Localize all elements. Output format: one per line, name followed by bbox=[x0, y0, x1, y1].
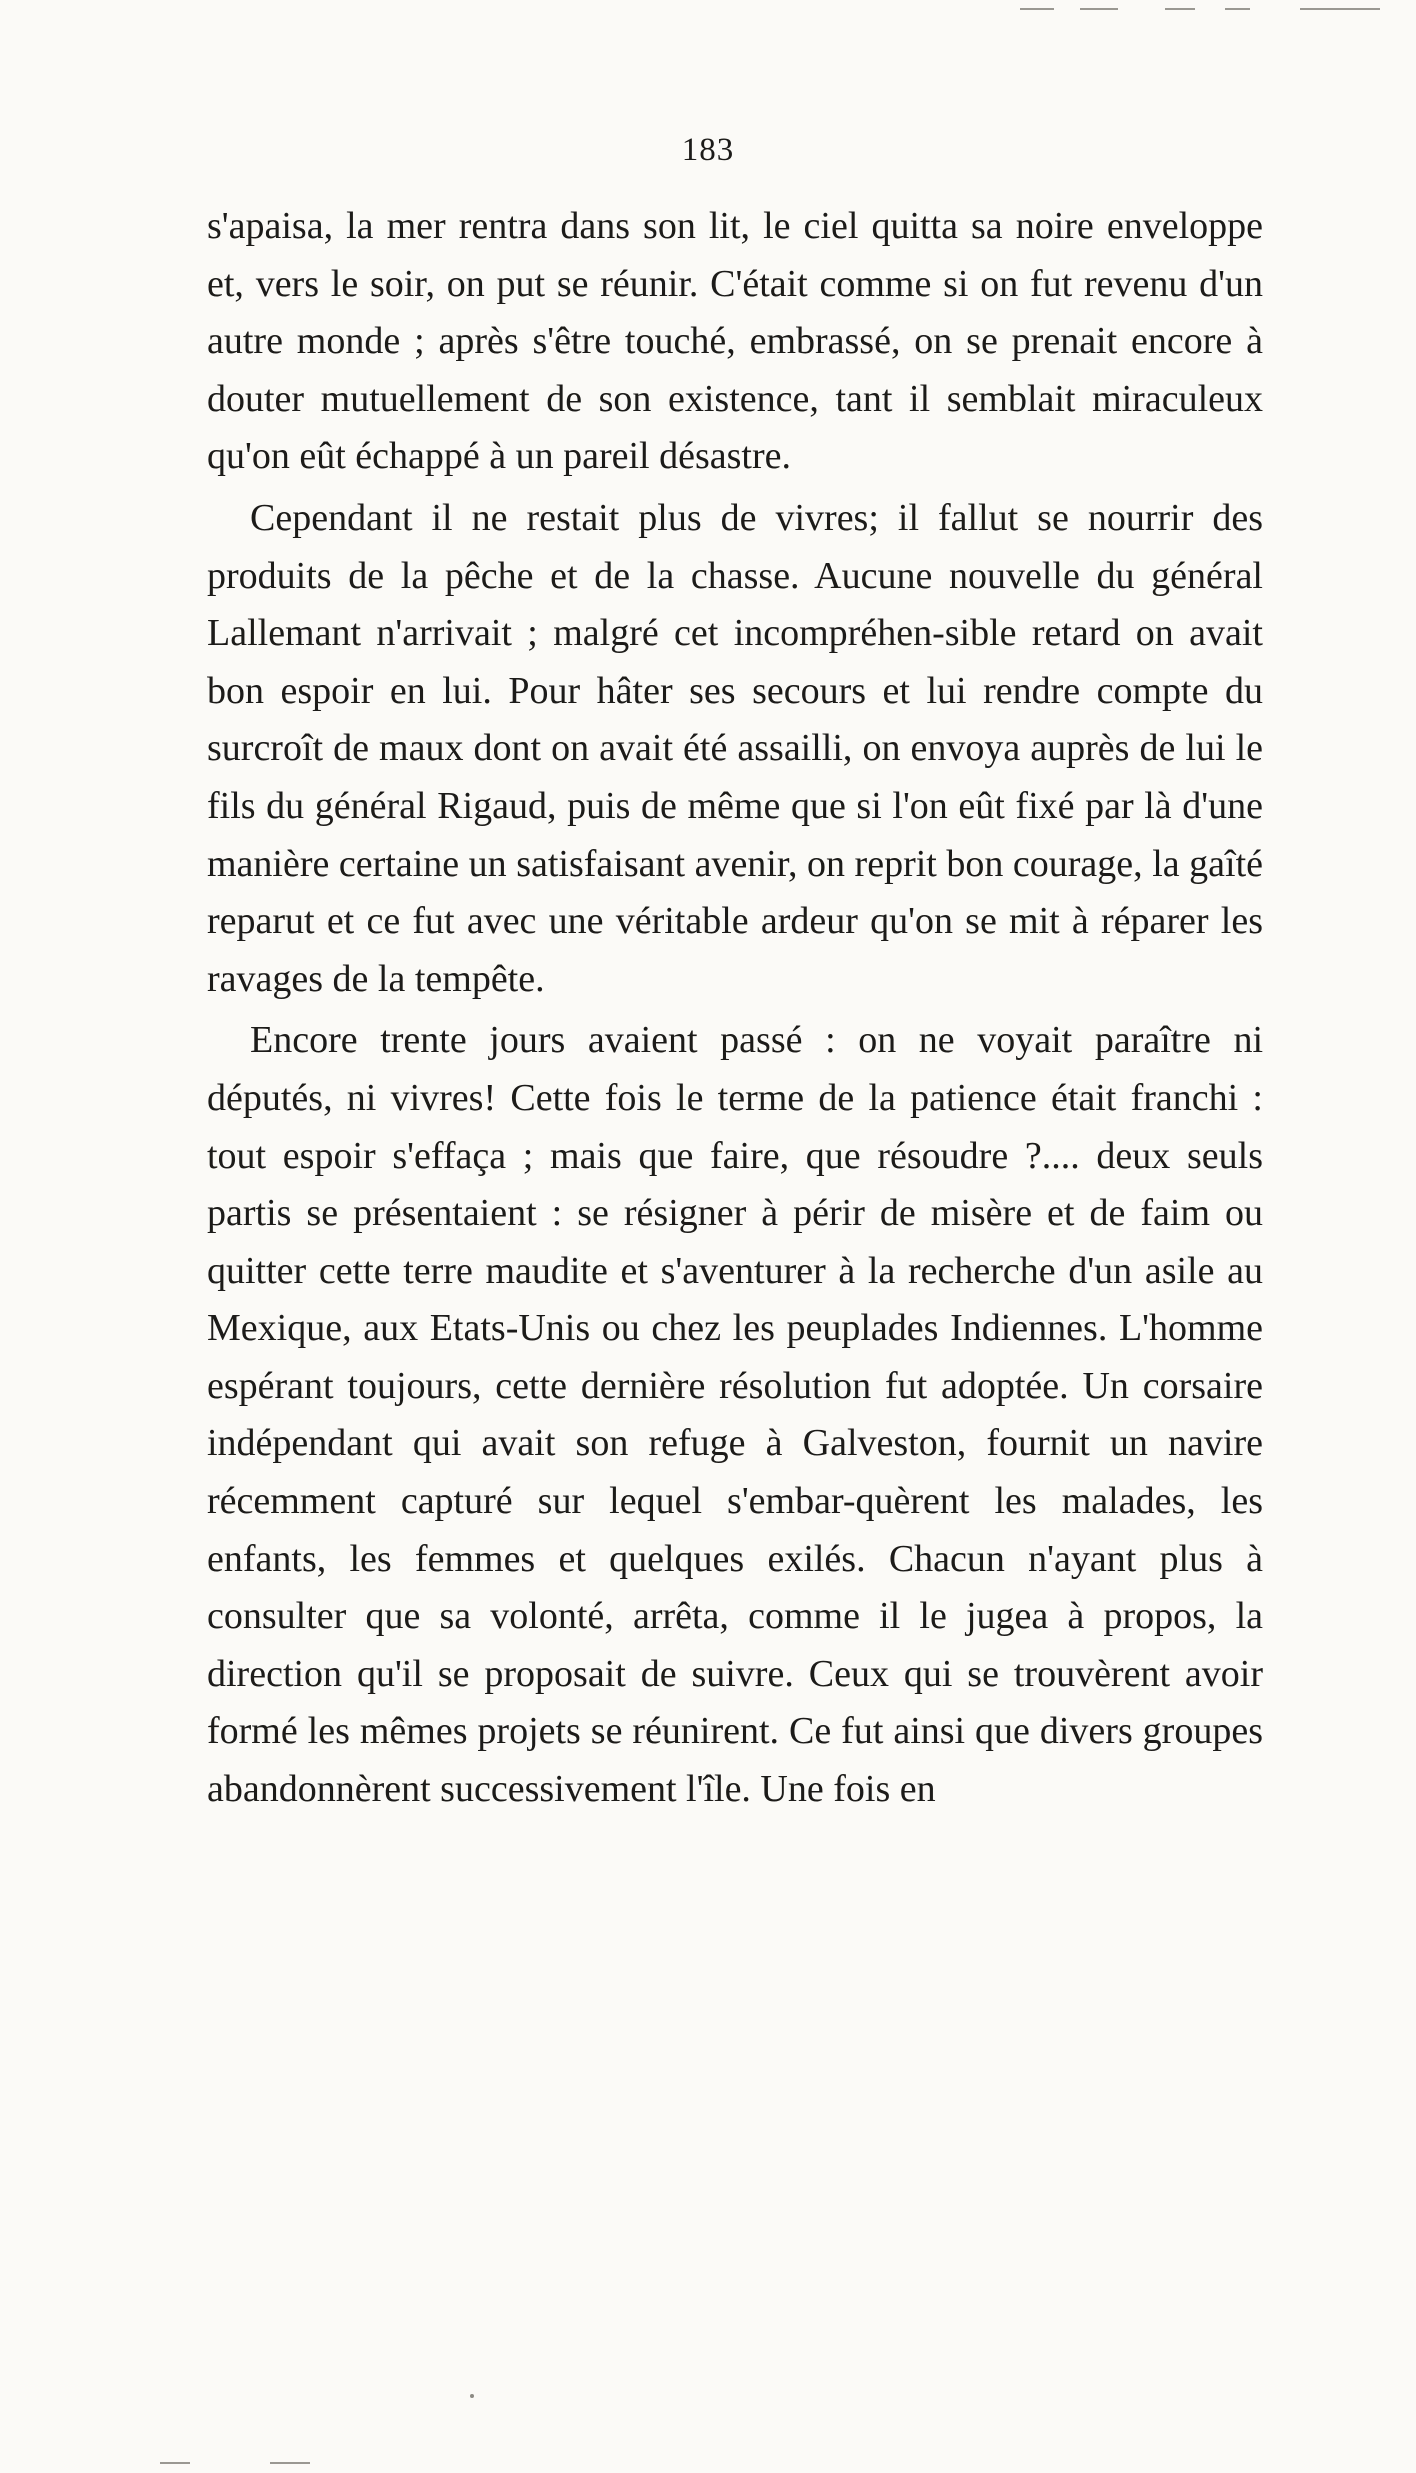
scan-artifact-bottom bbox=[270, 2462, 310, 2464]
scan-artifact-top bbox=[1300, 8, 1380, 10]
paragraph: Encore trente jours avaient passé : on ne voyait paraître ni députés, ni vivres! Cette fois le terme de la patience était franchi : tout espoir s'effaça ; mais que faire, que résoudre ?.... deux seuls partis se présentaient : se résigner à périr de misère et de faim ou quitter cette terre maudite et s'aventurer à la recherche d'un asile au Mexique, aux Etats-Unis ou chez les peuplades Indiennes. L'homme espérant toujours, cette dernière résolution fut adoptée. Un corsaire indépendant qui avait son refuge à Galveston, fournit un navire récemment capturé sur lequel s'embar-quèrent les malades, les enfants, les femmes et quelques exilés. Chacun n'ayant plus à consulter que sa volonté, arrêta, comme il le jugea à propos, la direction qu'il se proposait de suivre. Ceux qui se trouvèrent avoir formé les mêmes projets se réunirent. Ce fut ainsi que divers groupes abandonnèrent successivement l'île. Une fois en bbox=[207, 1019, 1263, 1811]
page-number: 183 bbox=[681, 132, 735, 168]
scan-speck bbox=[470, 2394, 474, 2398]
scan-artifact-top bbox=[1225, 8, 1250, 10]
paragraph: s'apaisa, la mer rentra dans son lit, le ciel quitta sa noire enveloppe et, vers le soir, on put se réunir. C'était comme si on fut revenu d'un autre monde ; après s'être touché, embrassé, on se prenait encore à douter mutuellement de son existence, tant il semblait miraculeux qu'on eût échappé à un pareil désastre. bbox=[207, 205, 1263, 478]
scan-artifact-top bbox=[1165, 8, 1195, 10]
scan-artifact-top bbox=[1020, 8, 1054, 10]
body-text bbox=[207, 198, 1263, 1823]
paragraph: Cependant il ne restait plus de vivres; il fallut se nourrir des produits de la pêche et de la chasse. Aucune nouvelle du général Lallemant n'arrivait ; malgré cet incompréhen-sible retard on avait bon espoir en lui. Pour hâter ses secours et lui rendre compte du surcroît de maux dont on avait été assailli, on envoya auprès de lui le fils du général Rigaud, puis de même que si l'on eût fixé par là d'une manière certaine un satisfaisant avenir, on reprit bon courage, la gaîté reparut et ce fut avec une véritable ardeur qu'on se mit à réparer les ravages de la tempête. bbox=[207, 496, 1263, 1000]
scan-artifact-bottom bbox=[160, 2462, 190, 2464]
scan-artifact-top bbox=[1080, 8, 1118, 10]
